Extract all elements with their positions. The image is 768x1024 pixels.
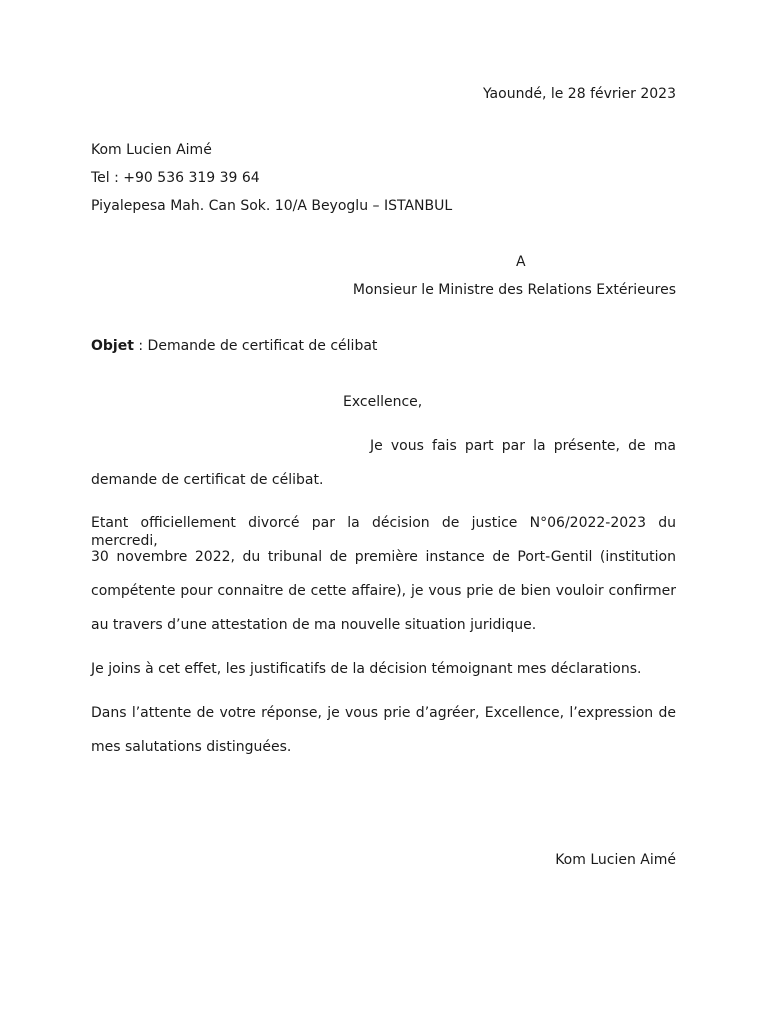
recipient-title: Monsieur le Ministre des Relations Extérieures xyxy=(352,282,676,298)
subject-separator: : xyxy=(133,338,148,354)
paragraph-4 xyxy=(91,704,676,722)
sender-address: Piyalepesa Mah. Can Sok. 10/A Beyoglu – ISTANBUL xyxy=(91,198,453,214)
paragraph-4-line-2: mes salutations distinguées. xyxy=(91,739,292,755)
subject-line xyxy=(91,337,377,355)
paragraph-2-line-2: 30 novembre 2022, du tribunal de première instance de Port-Gentil (institution xyxy=(91,549,676,565)
subject-text: Demande de certificat de célibat xyxy=(147,338,378,354)
paragraph-4-line-1: Dans l’attente de votre réponse, je vous prie d’agréer, Excellence, l’expression de xyxy=(91,705,676,721)
paragraph-3: Je joins à cet effet, les justificatifs de la décision témoignant mes déclarations. xyxy=(91,661,642,677)
paragraph-1 xyxy=(91,437,676,455)
place-date: Yaoundé, le 28 février 2023 xyxy=(482,86,676,102)
sender-name: Kom Lucien Aimé xyxy=(91,142,212,158)
recipient-prefix: A xyxy=(516,254,526,270)
signature: Kom Lucien Aimé xyxy=(555,852,676,868)
paragraph-2-row-2 xyxy=(91,548,676,566)
paragraph-2-line-4: au travers d’une attestation de ma nouvelle situation juridique. xyxy=(91,617,537,633)
salutation: Excellence, xyxy=(343,394,423,410)
subject-label: Objet xyxy=(91,338,134,354)
paragraph-2-line-3: compétente pour connaitre de cette affaire), je vous prie de bien vouloir confirmer xyxy=(91,583,676,599)
paragraph-1-line-1: Je vous fais part par la présente, de ma xyxy=(370,438,676,454)
paragraph-2-line-1: Etant officiellement divorcé par la décision de justice N°06/2022-2023 du mercredi, xyxy=(91,515,676,549)
paragraph-1-line-2: demande de certificat de célibat. xyxy=(91,472,324,488)
paragraph-2-row-3 xyxy=(91,582,676,600)
paragraph-2 xyxy=(91,514,676,549)
sender-phone: Tel : +90 536 319 39 64 xyxy=(91,170,260,186)
